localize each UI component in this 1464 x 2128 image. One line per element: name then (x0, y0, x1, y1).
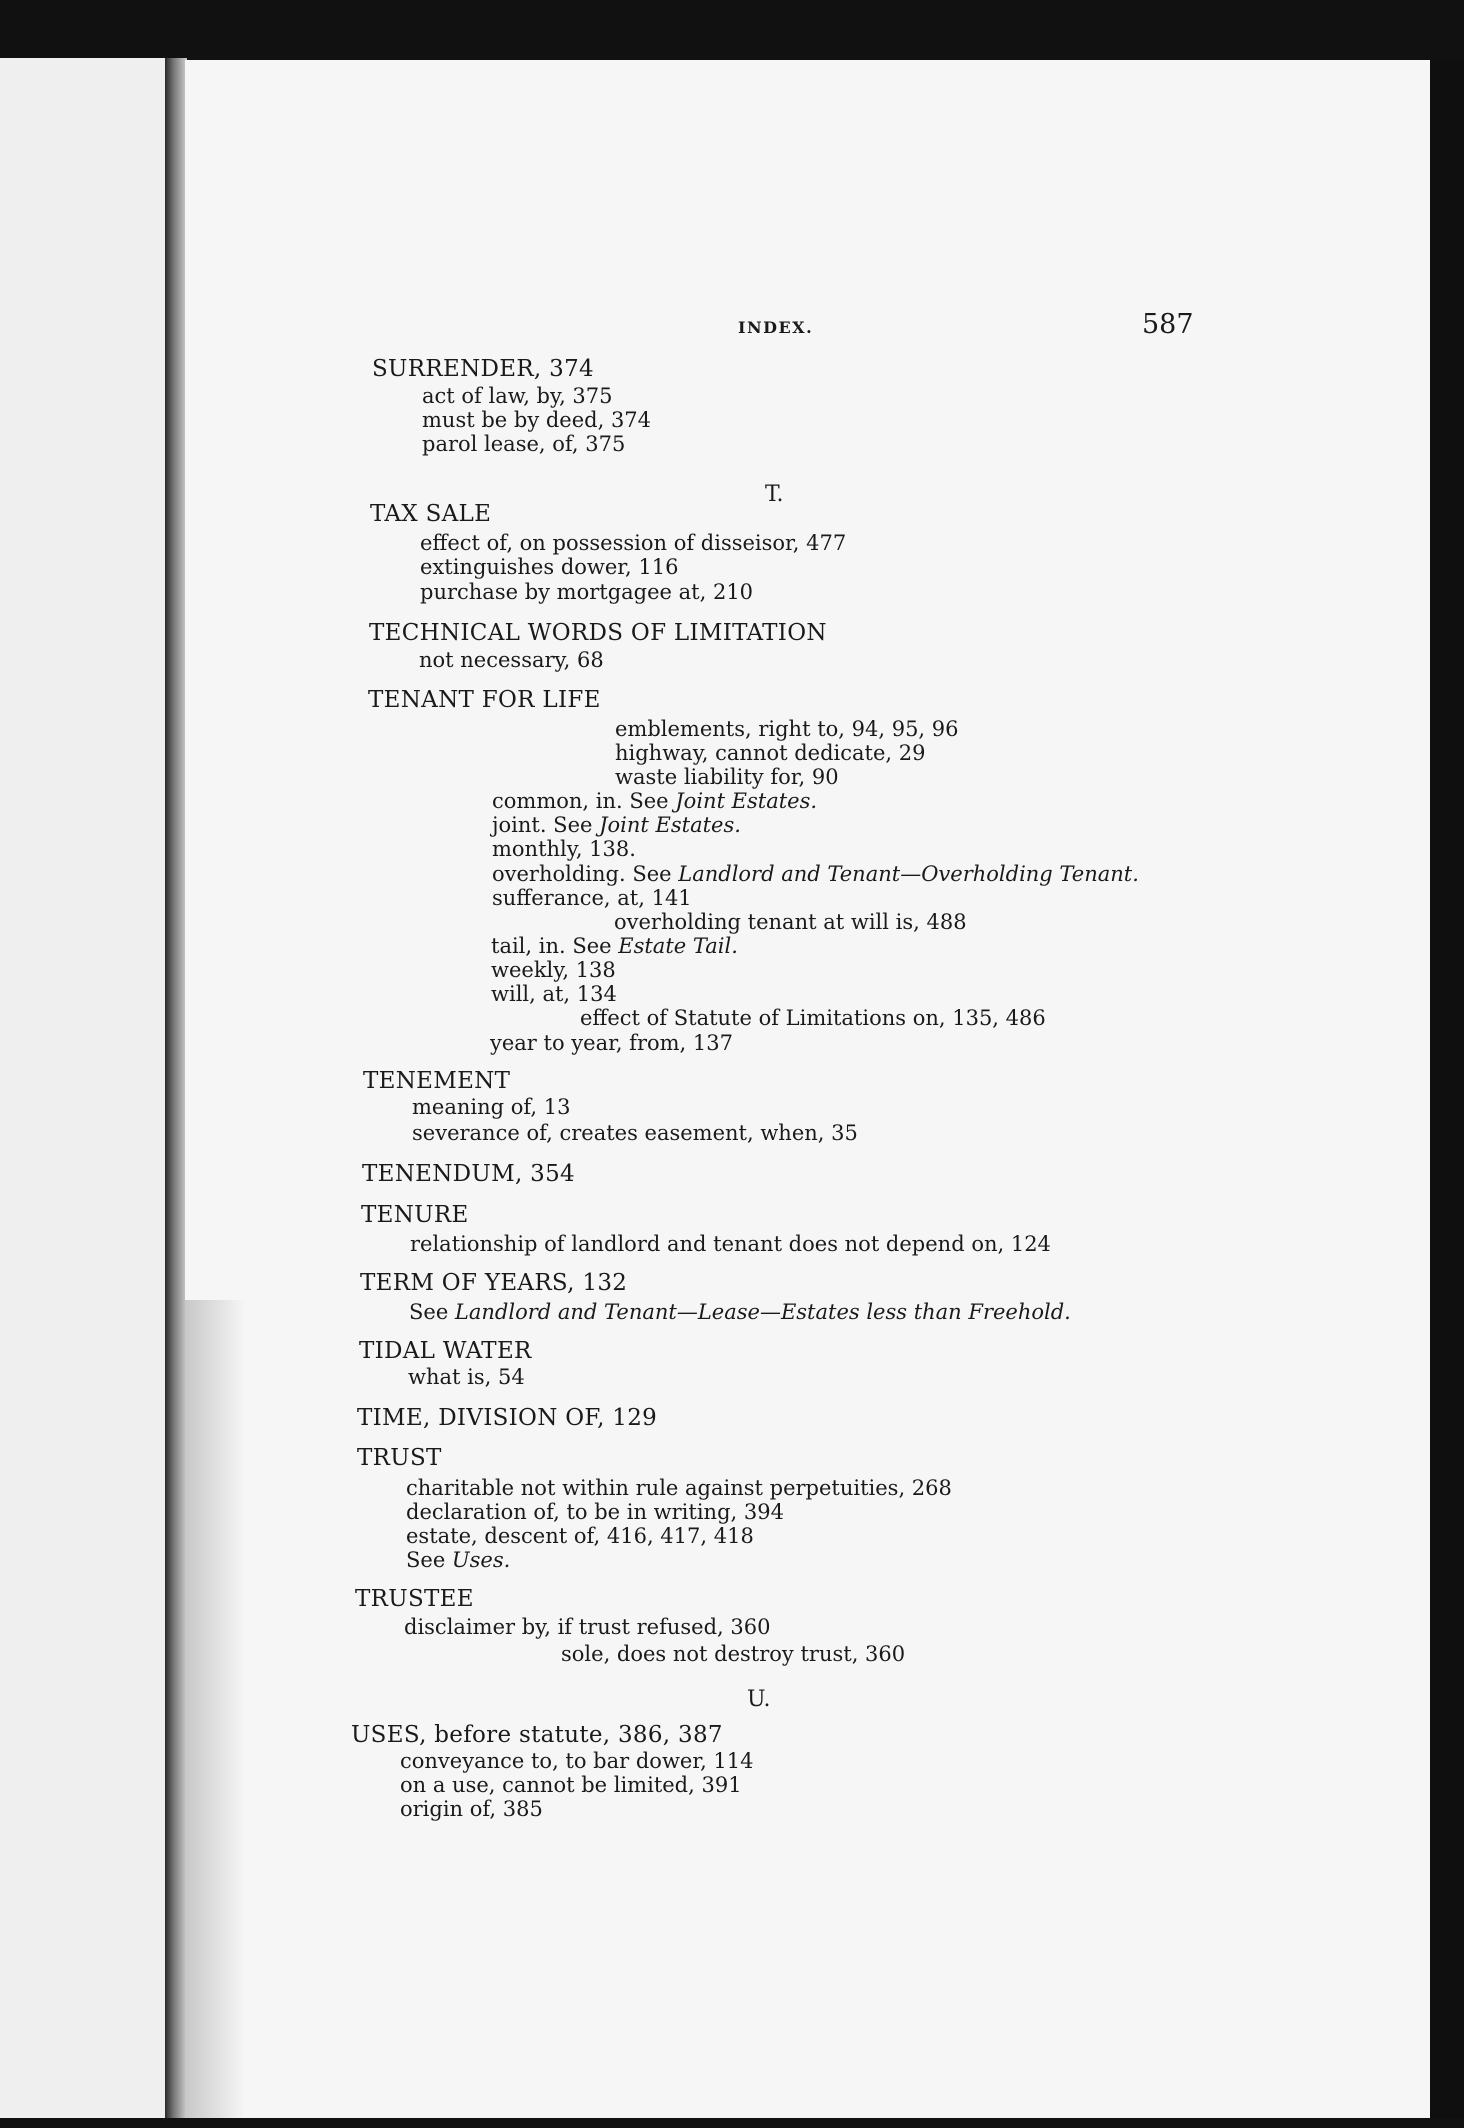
scan-right-border (1430, 60, 1464, 2128)
index-heading-surrender: SURRENDER, 374 (372, 356, 594, 382)
index-subentry: estate, descent of, 416, 417, 418 (406, 1524, 754, 1548)
index-subentry: meaning of, 13 (412, 1095, 571, 1119)
section-letter-u: U. (747, 1687, 771, 1712)
index-subentry: year to year, from, 137 (490, 1031, 733, 1055)
index-heading-tenure: TENURE (361, 1202, 469, 1228)
index-subentry: waste liability for, 90 (615, 765, 839, 789)
index-subentry: common, in. See Joint Estates. (492, 789, 818, 813)
index-heading-uses: USES, before statute, 386, 387 (351, 1722, 723, 1748)
index-heading-tidal-water: TIDAL WATER (359, 1338, 532, 1364)
cross-reference: Uses. (451, 1548, 511, 1572)
index-subentry: joint. See Joint Estates. (492, 813, 741, 837)
index-subentry: purchase by mortgagee at, 210 (420, 580, 754, 604)
index-subentry: must be by deed, 374 (422, 408, 652, 432)
index-subentry: charitable not within rule against perpetuities, 268 (406, 1476, 952, 1500)
index-heading-technical-words: TECHNICAL WORDS OF LIMITATION (369, 620, 827, 646)
index-subentry: effect of Statute of Limitations on, 135, 486 (580, 1006, 1046, 1030)
index-subentry: declaration of, to be in writing, 394 (406, 1500, 784, 1524)
index-subentry: relationship of landlord and tenant does not depend on, 124 (410, 1232, 1051, 1256)
index-heading-term-of-years: TERM OF YEARS, 132 (360, 1270, 628, 1296)
index-subentry: overholding tenant at will is, 488 (614, 910, 967, 934)
index-subentry: disclaimer by, if trust refused, 360 (404, 1615, 771, 1639)
index-subentry: not necessary, 68 (419, 648, 604, 672)
index-subentry: highway, cannot dedicate, 29 (615, 741, 926, 765)
index-heading-tax-sale: TAX SALE (370, 501, 492, 527)
index-subentry: conveyance to, to bar dower, 114 (400, 1749, 754, 1773)
index-subentry: emblements, right to, 94, 95, 96 (615, 717, 959, 741)
cross-reference: Joint Estates. (599, 813, 741, 837)
index-subentry: will, at, 134 (491, 982, 617, 1006)
cross-reference: Landlord and Tenant—Overholding Tenant. (678, 862, 1139, 886)
index-subentry: sole, does not destroy trust, 360 (561, 1642, 906, 1666)
index-subentry: tail, in. See Estate Tail. (491, 934, 738, 958)
index-heading-time: TIME, DIVISION OF, 129 (357, 1405, 658, 1431)
index-subentry: severance of, creates easement, when, 35 (412, 1121, 858, 1145)
cross-reference: Landlord and Tenant—Lease—Estates less than Freehold. (454, 1300, 1071, 1324)
index-heading-tenement: TENEMENT (363, 1068, 511, 1094)
scan-bottom-border (0, 2118, 1464, 2128)
index-subentry: parol lease, of, 375 (422, 432, 626, 456)
index-heading-tenant-for-life: TENANT FOR LIFE (368, 687, 601, 713)
index-subentry: what is, 54 (408, 1365, 525, 1389)
index-subentry: overholding. See Landlord and Tenant—Overholding Tenant. (492, 862, 1139, 886)
facing-page-edge (0, 58, 175, 2126)
index-heading-trustee: TRUSTEE (355, 1586, 474, 1612)
index-subentry: effect of, on possession of disseisor, 477 (420, 531, 847, 555)
page-number: 587 (1142, 309, 1194, 340)
page-shadow (185, 1300, 245, 2120)
index-heading-tenendum: TENENDUM, 354 (362, 1161, 575, 1187)
cross-reference: Estate Tail. (618, 934, 738, 958)
index-subentry: weekly, 138 (491, 958, 616, 982)
book-gutter (165, 58, 187, 2126)
running-head: INDEX. (738, 318, 814, 337)
index-subentry: extinguishes dower, 116 (420, 555, 679, 579)
index-subentry: origin of, 385 (400, 1797, 543, 1821)
index-subentry: See Uses. (406, 1548, 511, 1572)
index-heading-trust: TRUST (357, 1445, 442, 1471)
index-subentry: on a use, cannot be limited, 391 (400, 1773, 742, 1797)
section-letter-t: T. (765, 482, 784, 507)
index-subentry: monthly, 138. (492, 837, 636, 861)
index-subentry: act of law, by, 375 (422, 384, 613, 408)
cross-reference: Joint Estates. (675, 789, 818, 813)
index-subentry: See Landlord and Tenant—Lease—Estates less than Freehold. (409, 1300, 1071, 1324)
index-subentry: sufferance, at, 141 (492, 886, 692, 910)
